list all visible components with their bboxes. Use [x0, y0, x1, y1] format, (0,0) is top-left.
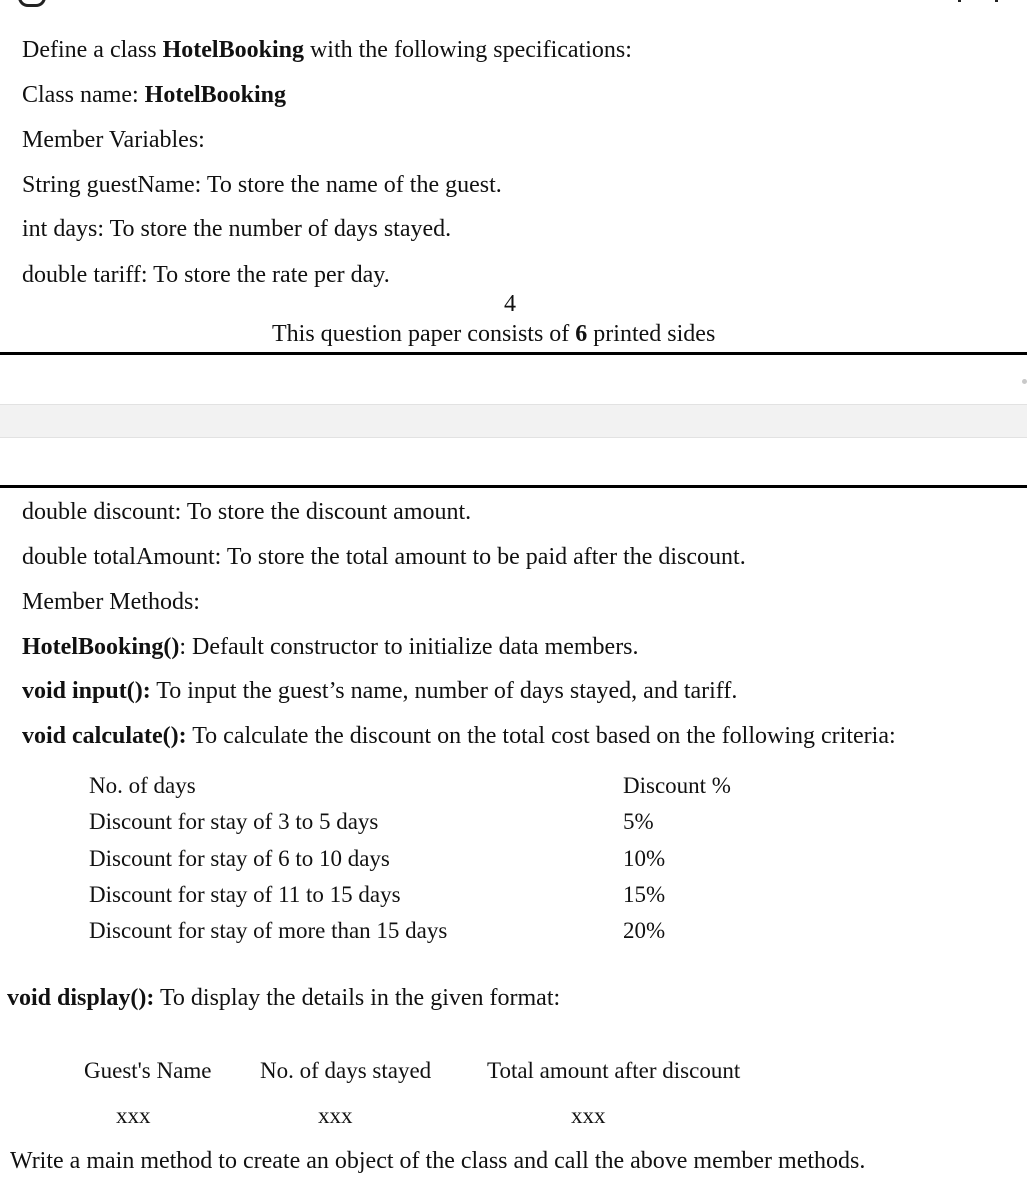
page-footer: [272, 320, 715, 348]
footer-prefix: This question paper consists of: [272, 321, 576, 347]
footer-count: 6: [575, 321, 588, 347]
format-value: xxx: [571, 1103, 606, 1128]
intro-line: [22, 36, 632, 64]
edge-mark: [1022, 379, 1027, 384]
cut-off-bracket: [958, 0, 998, 2]
page-top-rule: [0, 485, 1027, 488]
method-name: void input():: [22, 678, 151, 704]
method-line: [22, 633, 639, 661]
method-name: void calculate():: [22, 723, 187, 749]
method-desc: To display the details in the given format:: [154, 985, 561, 1011]
intro-class-name: HotelBooking: [162, 37, 304, 63]
method-desc: To input the guest’s name, number of days stayed, and tariff.: [150, 678, 738, 704]
table-cell: 20%: [623, 918, 666, 943]
format-header-days: No. of days stayed: [260, 1058, 432, 1083]
variable-line: String guestName: To store the name of the guest.: [22, 172, 502, 198]
method-line: [22, 677, 737, 705]
table-header-days: No. of days: [89, 773, 196, 798]
intro-prefix: Define a class: [22, 37, 163, 63]
variable-line: double totalAmount: To store the total amount to be paid after the discount.: [22, 544, 746, 570]
method-desc: : Default constructor to initialize data members.: [179, 634, 639, 660]
table-cell: 15%: [623, 882, 666, 907]
page-separator-band: [0, 404, 1027, 438]
class-name-value: HotelBooking: [144, 82, 287, 108]
table-header-discount: Discount %: [623, 773, 731, 798]
method-name: void display():: [7, 985, 155, 1011]
table-cell: Discount for stay of 6 to 10 days: [89, 846, 390, 871]
main-method-instruction: Write a main method to create an object of the class and call the above member methods.: [10, 1148, 866, 1174]
cut-off-glyph: [18, 0, 46, 7]
page-bottom-rule: [0, 352, 1027, 355]
format-value: xxx: [318, 1103, 353, 1128]
variable-line: double discount: To store the discount amount.: [22, 499, 472, 525]
class-name-label: Class name:: [22, 82, 145, 108]
member-methods-heading: Member Methods:: [22, 589, 200, 615]
method-desc: To calculate the discount on the total cost based on the following criteria:: [186, 723, 896, 749]
format-value: xxx: [116, 1103, 151, 1128]
page-number: 4: [504, 291, 516, 317]
intro-suffix: with the following specifications:: [303, 37, 632, 63]
table-cell: Discount for stay of more than 15 days: [89, 918, 448, 943]
method-name: HotelBooking(): [22, 634, 180, 660]
table-cell: Discount for stay of 11 to 15 days: [89, 882, 401, 907]
table-cell: 5%: [623, 809, 654, 834]
member-variables-heading: Member Variables:: [22, 127, 205, 153]
footer-suffix: printed sides: [587, 321, 716, 347]
format-header-guest-name: Guest's Name: [84, 1058, 212, 1083]
table-cell: 10%: [623, 846, 666, 871]
table-cell: Discount for stay of 3 to 5 days: [89, 809, 379, 834]
method-line: [22, 722, 896, 750]
display-method-line: [7, 984, 560, 1012]
variable-line: int days: To store the number of days stayed.: [22, 216, 452, 242]
class-name-line: [22, 81, 286, 109]
variable-line: double tariff: To store the rate per day.: [22, 262, 390, 288]
format-header-total: Total amount after discount: [487, 1058, 741, 1083]
